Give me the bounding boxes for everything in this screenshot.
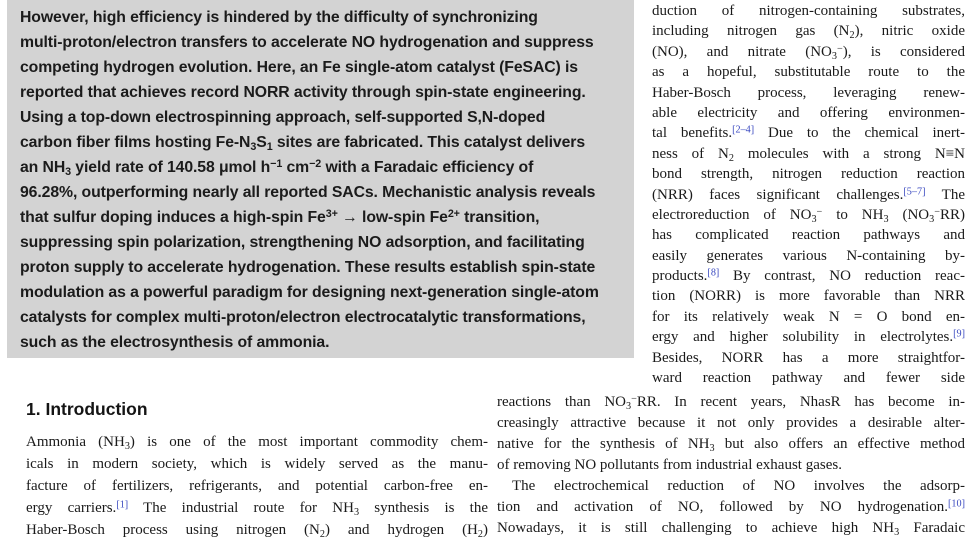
text-segment: S	[256, 134, 267, 151]
text-segment: ) and hydrogen (H	[324, 522, 478, 538]
text-segment: )	[483, 522, 488, 538]
text-line	[652, 368, 965, 388]
citation-ref[interactable]: [2–4]	[732, 124, 755, 136]
text-segment: The	[925, 186, 965, 203]
text-line	[20, 55, 629, 80]
text-segment: as a hopeful, substitutable route to the	[652, 64, 965, 81]
introduction-paragraph	[26, 431, 488, 541]
sub-segment: 3	[883, 213, 889, 225]
text-segment: of removing NO pollutants from industrial exhaust gases.	[497, 457, 842, 473]
text-line	[652, 246, 965, 266]
right-column-text	[652, 1, 965, 388]
text-segment: ), nitric oxide	[854, 23, 965, 40]
text-segment: ness of N	[652, 145, 729, 162]
sub-segment: 3	[709, 442, 715, 454]
text-line	[20, 330, 629, 355]
text-line	[26, 519, 488, 541]
text-segment: RR. In recent years, NhasR has become in-	[636, 394, 966, 410]
text-line	[497, 434, 965, 455]
sup-segment: −	[816, 206, 823, 218]
text-line	[652, 225, 965, 245]
sub-segment: 2	[728, 152, 734, 164]
sub-segment: 3	[65, 166, 72, 178]
text-segment: ergy and higher solubility in electrolytes.	[652, 329, 954, 346]
text-line	[20, 5, 629, 30]
sup-segment: −	[836, 43, 843, 55]
sup-segment: 2+	[447, 208, 460, 221]
text-line	[497, 455, 965, 476]
sub-segment: 3	[626, 400, 632, 412]
text-segment: tion (NORR) is more favorable than NRR	[652, 288, 965, 305]
text-segment: modulation as a powerful paradigm for designing next-generation single-atom	[20, 284, 599, 301]
citation-ref[interactable]: [9]	[953, 328, 965, 340]
text-segment: ) is one of the most important commodity chem-	[129, 434, 489, 450]
text-line	[20, 230, 629, 255]
text-segment: By contrast, NO reduction reac-	[719, 268, 965, 285]
text-segment: to NH	[822, 206, 884, 223]
text-segment: (NO	[888, 206, 930, 223]
text-segment: Haber-Bosch process using nitrogen (N	[26, 522, 320, 538]
text-segment: tal benefits.	[652, 125, 733, 142]
bottom-right-text	[497, 392, 965, 539]
text-segment: carbon fiber films hosting Fe-N	[20, 134, 251, 151]
text-line	[652, 1, 965, 21]
sub-segment: 3	[124, 440, 130, 452]
text-line	[652, 123, 965, 143]
text-segment: icals in modern society, which is widely served as the manu-	[26, 456, 488, 472]
text-segment: Due to the chemical inert-	[754, 125, 965, 142]
text-segment: Besides, NORR has a more straightfor-	[652, 349, 965, 366]
sup-segment: −	[631, 393, 637, 405]
sub-segment: 2	[319, 528, 325, 540]
text-line	[20, 205, 629, 230]
text-line	[26, 431, 488, 453]
text-segment: native for the synthesis of NH	[497, 436, 710, 452]
text-segment: (NRR) faces significant challenges.	[652, 186, 904, 203]
text-segment: RR)	[939, 206, 965, 223]
text-segment: reactions than NO	[497, 394, 626, 410]
text-line	[497, 413, 965, 434]
text-segment: easily generates various N-containing by-	[652, 247, 965, 264]
sub-segment: 2	[477, 528, 483, 540]
text-line	[652, 42, 965, 62]
text-line	[652, 266, 965, 286]
citation-ref[interactable]: [10]	[948, 498, 965, 510]
text-segment: Ammonia (NH	[26, 434, 125, 450]
text-segment: ward reaction pathway and fewer side	[652, 370, 965, 387]
text-segment: competing hydrogen evolution. Here, an Fe single-atom catalyst (FeSAC) is	[20, 59, 578, 76]
text-segment: products.	[652, 268, 708, 285]
text-segment: for its relatively weak N = O bond en-	[652, 308, 965, 325]
text-line	[497, 497, 965, 518]
text-line	[652, 83, 965, 103]
abstract-text	[20, 5, 629, 355]
text-segment: electroreduction of NO	[652, 206, 812, 223]
text-segment: sites are fabricated. This catalyst delivers	[272, 134, 586, 151]
text-segment: molecules with a strong N≡N	[733, 145, 965, 162]
text-line	[20, 155, 629, 180]
text-line	[652, 144, 965, 164]
text-line	[26, 497, 488, 519]
sub-segment: 3	[929, 213, 935, 225]
sub-segment: 3	[831, 50, 837, 62]
text-segment: Using a top-down electrospinning approach, self-supported S,N-doped	[20, 109, 546, 126]
text-segment: The industrial route for NH	[128, 500, 354, 516]
text-line	[20, 280, 629, 305]
text-segment: 96.28%, outperforming nearly all reported SACs. Mechanistic analysis reveals	[20, 184, 596, 201]
sub-segment: 1	[266, 141, 273, 153]
text-segment: Faradaic	[899, 520, 965, 536]
sup-segment: −2	[309, 158, 322, 171]
text-segment: facture of fertilizers, refrigerants, and potential carbon-free en-	[26, 478, 488, 494]
text-line	[20, 255, 629, 280]
text-segment: yield rate of 140.58 μmol h	[71, 159, 271, 176]
text-line	[652, 286, 965, 306]
text-segment: catalysts for complex multi-proton/electron electrocatalytic transformations,	[20, 309, 586, 326]
text-line	[652, 103, 965, 123]
text-line	[497, 476, 965, 497]
text-segment: (NO), and nitrate (NO	[652, 43, 832, 60]
text-segment: The electrochemical reduction of NO involves the adsorp-	[497, 478, 965, 494]
text-segment: proton supply to accelerate hydrogenation. These results establish spin-state	[20, 259, 596, 276]
text-line	[20, 80, 629, 105]
text-segment: Nowadays, it is still challenging to achieve high NH	[497, 520, 895, 536]
text-segment: that sulfur doping induces a high-spin Fe	[20, 209, 326, 226]
text-segment: Haber-Bosch process, leveraging renew-	[652, 84, 965, 101]
sup-segment: −1	[270, 158, 283, 171]
text-segment: transition,	[459, 209, 540, 226]
text-line	[26, 475, 488, 497]
text-segment: duction of nitrogen-containing substrates,	[652, 3, 965, 19]
sub-segment: 3	[894, 526, 900, 538]
text-segment: creasingly attractive because it not only provides a desirable alter-	[497, 415, 965, 431]
sub-segment: 3	[250, 141, 257, 153]
text-segment: However, high efficiency is hindered by the difficulty of synchronizing	[20, 9, 538, 26]
text-line	[26, 453, 488, 475]
citation-ref[interactable]: [1]	[116, 499, 129, 511]
text-segment: able electricity and offering environmen-	[652, 104, 965, 121]
text-segment: an NH	[20, 159, 66, 176]
text-line	[652, 348, 965, 368]
text-segment: → low-spin Fe	[337, 209, 448, 226]
section-heading-introduction: 1. Introduction	[26, 399, 148, 419]
sub-segment: 3	[353, 506, 360, 518]
text-line	[652, 205, 965, 225]
text-segment: reported that achieves record NORR activity through spin-state engineering.	[20, 84, 586, 101]
text-line	[20, 180, 629, 205]
text-segment: multi-proton/electron transfers to accelerate NO hydrogenation and suppress	[20, 34, 594, 51]
citation-ref[interactable]: [8]	[707, 267, 720, 279]
text-segment: synthesis is the	[359, 500, 488, 516]
text-line	[20, 30, 629, 55]
text-line	[652, 327, 965, 347]
text-line	[652, 62, 965, 82]
text-segment: ergy carriers.	[26, 500, 117, 516]
sup-segment: −	[934, 206, 940, 218]
text-segment: such as the electrosynthesis of ammonia.	[20, 334, 330, 351]
text-segment: with a Faradaic efficiency of	[321, 159, 534, 176]
text-segment: has complicated reaction pathways and	[652, 227, 965, 244]
text-line	[20, 105, 629, 130]
text-segment: including nitrogen gas (N	[652, 23, 850, 40]
text-segment: tion and activation of NO, followed by NO hydrogenation.	[497, 499, 949, 515]
text-line	[497, 392, 965, 413]
text-line	[652, 164, 965, 184]
abstract-box	[7, 0, 634, 358]
text-line	[652, 307, 965, 327]
text-segment: ), is considered	[842, 43, 965, 60]
text-line	[497, 518, 965, 539]
text-segment: suppressing spin polarization, strengthening NO adsorption, and facilitating	[20, 234, 585, 251]
text-line	[20, 130, 629, 155]
text-segment: bond strength, nitrogen reduction reaction	[652, 166, 965, 183]
text-line	[20, 305, 629, 330]
text-segment: cm	[282, 159, 310, 176]
citation-ref[interactable]: [5–7]	[903, 185, 926, 197]
text-line	[652, 185, 965, 205]
sup-segment: 3+	[325, 208, 338, 221]
text-line	[652, 21, 965, 41]
text-segment: but also offers an effective method	[714, 436, 965, 452]
sub-segment: 3	[811, 213, 817, 225]
sub-segment: 2	[849, 30, 855, 42]
